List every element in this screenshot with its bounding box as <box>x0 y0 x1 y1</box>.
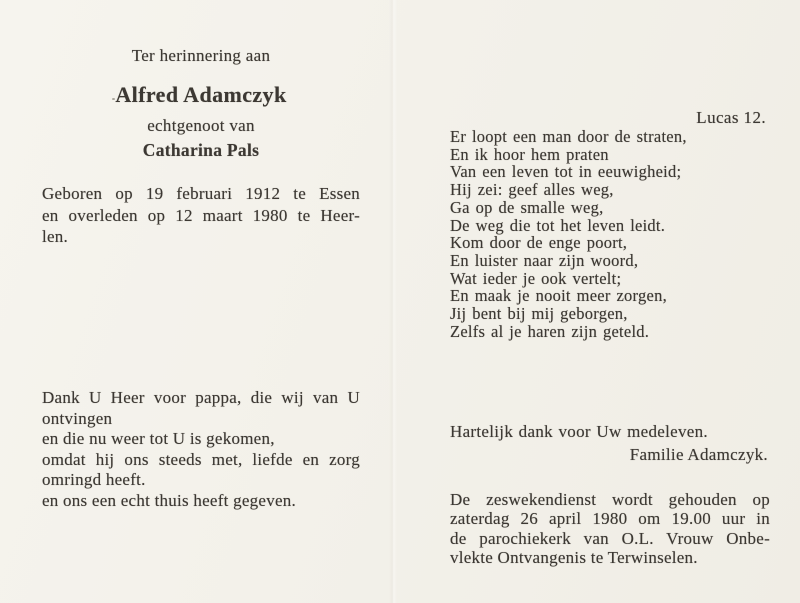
birth-death-line: Geboren op 19 februari 1912 te Essen <box>42 184 360 203</box>
poem-line: Hij zei: geef alles weg, <box>450 180 614 200</box>
poem-line: De weg die tot het leven leidt. <box>450 215 666 235</box>
poem-line: Kom door de enge poort, <box>450 233 628 253</box>
poem-line: Wat ieder je ook vertelt; <box>450 268 622 288</box>
birth-death-line: en overleden op 12 maart 1980 te Heer- <box>42 205 360 225</box>
poem-line: Van een leven tot in eeuwigheid; <box>450 162 682 182</box>
spouse-name: Catharina Pals <box>142 140 260 160</box>
relation-label: echtgenoot van <box>147 116 255 135</box>
card-fold-crease <box>389 0 397 603</box>
birth-death-line: len. <box>42 227 69 246</box>
gratitude-line: ontvingen <box>42 408 113 428</box>
condolence-thanks: Hartelijk dank voor Uw medeleven. <box>450 422 708 441</box>
gratitude-line: omdat hij ons steeds met, liefde en zorg <box>42 449 360 469</box>
poem-line: Ga op de smalle weg, <box>450 197 604 217</box>
poem-line: Jij bent bij mij geborgen, <box>450 304 628 324</box>
service-line: de parochiekerk van O.L. Vrouw Onbe- <box>450 528 770 548</box>
poem-line: Er loopt een man door de straten, <box>450 127 687 146</box>
service-line: De zeswekendienst wordt gehouden op <box>450 490 770 509</box>
in-memoriam-label: Ter herinnering aan <box>131 46 271 65</box>
family-signature: Familie Adamczyk. <box>629 445 768 464</box>
birth-death-paragraph <box>42 183 360 248</box>
poem <box>450 128 772 340</box>
memorial-service-paragraph <box>450 490 770 567</box>
poem-line: Zelfs al je haren zijn geteld. <box>450 321 650 341</box>
service-line: zaterdag 26 april 1980 om 19.00 uur in <box>450 509 770 529</box>
left-page-header <box>42 46 360 160</box>
gratitude-line: en ons een echt thuis heeft gegeven. <box>42 490 296 510</box>
poem-line: En maak je nooit meer zorgen, <box>450 286 667 306</box>
service-line: vlekte Ontvangenis te Terwinselen. <box>450 547 698 567</box>
deceased-name: Alfred Adamczyk <box>115 82 287 107</box>
poem-line: En ik hoor hem praten <box>450 144 609 164</box>
scripture-reference: Lucas 12. <box>696 108 766 127</box>
poem-line: En luister naar zijn woord, <box>450 250 639 270</box>
gratitude-paragraph <box>42 388 360 511</box>
gratitude-line: omringd heeft. <box>42 470 146 489</box>
gratitude-line: en die nu weer tot U is gekomen, <box>42 429 275 448</box>
gratitude-line: Dank U Heer voor pappa, die wij van U <box>42 388 360 407</box>
